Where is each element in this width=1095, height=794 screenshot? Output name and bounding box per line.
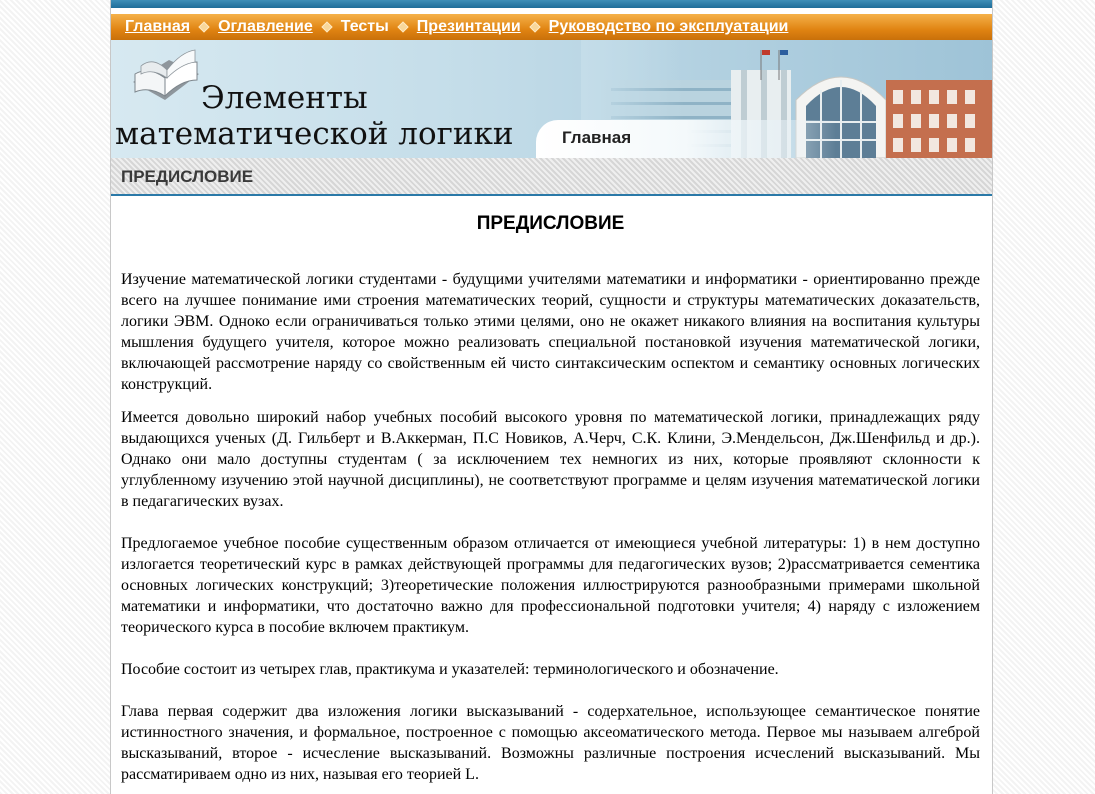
paragraph-4: Пособие состоит из четырех глав, практикума и указателей: терминологического и обозначение.: [121, 661, 779, 678]
breadcrumb-current: Главная: [562, 128, 632, 147]
nav-link-manual[interactable]: Руководство по эксплуатации: [548, 18, 789, 35]
site-title-line-1: Элементы: [201, 80, 368, 116]
paragraph-1: Изучение математической логики студентами - будущими учителями математики и информатики - ориентированно прежде всего на лучшее понимание ими строения математических теорий, сущности и структуры математических доказательств, логики ЭВМ. Одноко если ограничиваться только этими целями, оно не окажет никакого влияния на воспитания культуры мышления будущего учителя, которое можно реализовать специальной постановкой изучения математической логики, включающей рассмотрение наряду со свойственным ей чисто синтаксическим оспектом и семантику основных логических конструкций.: [121, 271, 980, 393]
nav-link-home[interactable]: Главная: [125, 18, 191, 35]
site-title: [115, 80, 514, 152]
main-content: [111, 213, 992, 785]
paragraph-2: Имеется довольно широкий набор учебных пособий высокого уровня по математической логики, принадлежащих ряду выдающихся ученых (Д. Гильберт и В.Аккерман, П.С Новиков, А.Черч, С.К. Клини, Э.Мендельсон, Дж.Шенфильд и др.). Однако они мало доступны студентам ( за исключением тех немногих из них, которые проявляют склонности к углубленному изучению этой научной дисциплины), не соответствуют программе и целям изучения математической логики в педагагических вузах.: [121, 409, 980, 510]
paragraph-3: Предлогаемое учебное пособие существенным образом отличается от имеющиеся учебной литературы: 1) в нем доступно излогается теоретический курс в рамках действующей программы для педагогических вузов; 2)рассматривается сементика основных логических конструкций; 3)теоретические положения иллюстрируются разнообразными примерами школьной математики и информатики, что достаточно важно для профессиональной подготовки учителя; 4) наряду с изложением теорического курса в пособие включем практикум.: [121, 535, 980, 636]
nav-separator-icon: [321, 21, 332, 32]
nav-link-tests[interactable]: Тесты: [340, 18, 389, 35]
page-container: [110, 0, 993, 794]
nav-separator-icon: [397, 21, 408, 32]
paragraph-5: Глава первая содержит два изложения логики высказываний - содерхательное, использующее семантическое понятие истинностного значения, и формальное, построенное с помощью аксеоматического метода. Первое мы называем алгеброй высказываний, второе - исчесление высказываний. Возможны различные построения исчеслений высказываний. Мы рассматириваем одно из них, называя его теорией L.: [121, 703, 980, 783]
nav-separator-icon: [198, 21, 209, 32]
page-title: ПРЕДИСЛОВИЕ: [476, 213, 625, 234]
nav-link-contents[interactable]: Оглавление: [218, 18, 313, 35]
site-header: [111, 40, 992, 158]
nav-separator-icon: [529, 21, 540, 32]
breadcrumb: [536, 120, 836, 158]
site-title-line-2: математической логики: [115, 116, 514, 152]
nav-link-presentations[interactable]: Презинтации: [416, 18, 521, 35]
section-header-bar: [111, 158, 992, 196]
top-strip: [111, 0, 992, 8]
top-navigation: [111, 14, 992, 40]
section-label: ПРЕДИСЛОВИЕ: [121, 167, 254, 186]
